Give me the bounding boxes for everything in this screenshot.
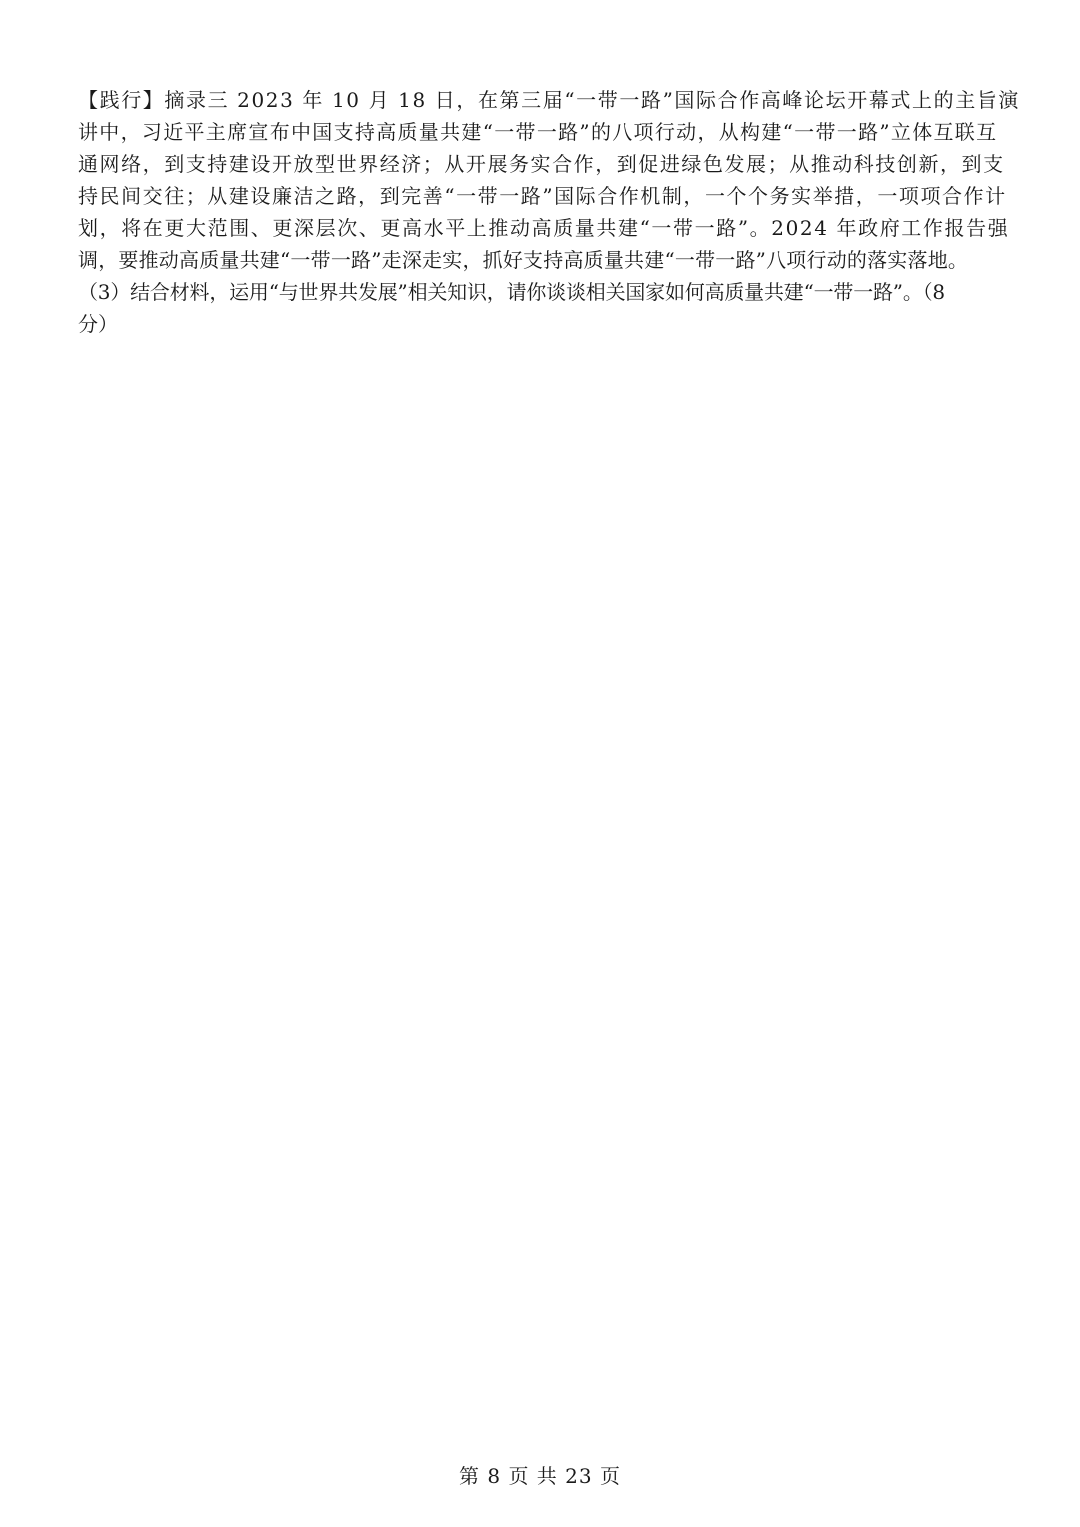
passage-line-5: 划，将在更大范围、更深层次、更高水平上推动高质量共建“一带一路”。2024 年政府工作报告强	[78, 216, 1010, 240]
passage-line-4: 持民间交往；从建设廉洁之路，到完善“一带一路”国际合作机制，一个个务实举措，一项项合作计	[78, 184, 1007, 208]
question-line-2: 分）	[78, 312, 118, 336]
question-line-1: （3）结合材料，运用“与世界共发展”相关知识，请你谈谈相关国家如何高质量共建“一带一路”。（8	[78, 280, 945, 304]
document-body	[78, 84, 1020, 340]
passage-line-6: 调，要推动高质量共建“一带一路”走深走实，抓好支持高质量共建“一带一路”八项行动的落实落地。	[78, 248, 969, 272]
passage-excerpt-three	[78, 84, 1020, 276]
passage-line-3: 通网络，到支持建设开放型世界经济；从开展务实合作，到促进绿色发展；从推动科技创新，到支	[78, 152, 1005, 176]
passage-line-2: 讲中，习近平主席宣布中国支持高质量共建“一带一路”的八项行动，从构建“一带一路”立体互联互	[78, 120, 998, 144]
question-three	[78, 276, 1006, 340]
passage-line-1: 【践行】摘录三 2023 年 10 月 18 日，在第三届“一带一路”国际合作高峰论坛开幕式上的主旨演	[78, 88, 1020, 112]
page-number-footer: 第 8 页 共 23 页	[459, 1464, 621, 1488]
